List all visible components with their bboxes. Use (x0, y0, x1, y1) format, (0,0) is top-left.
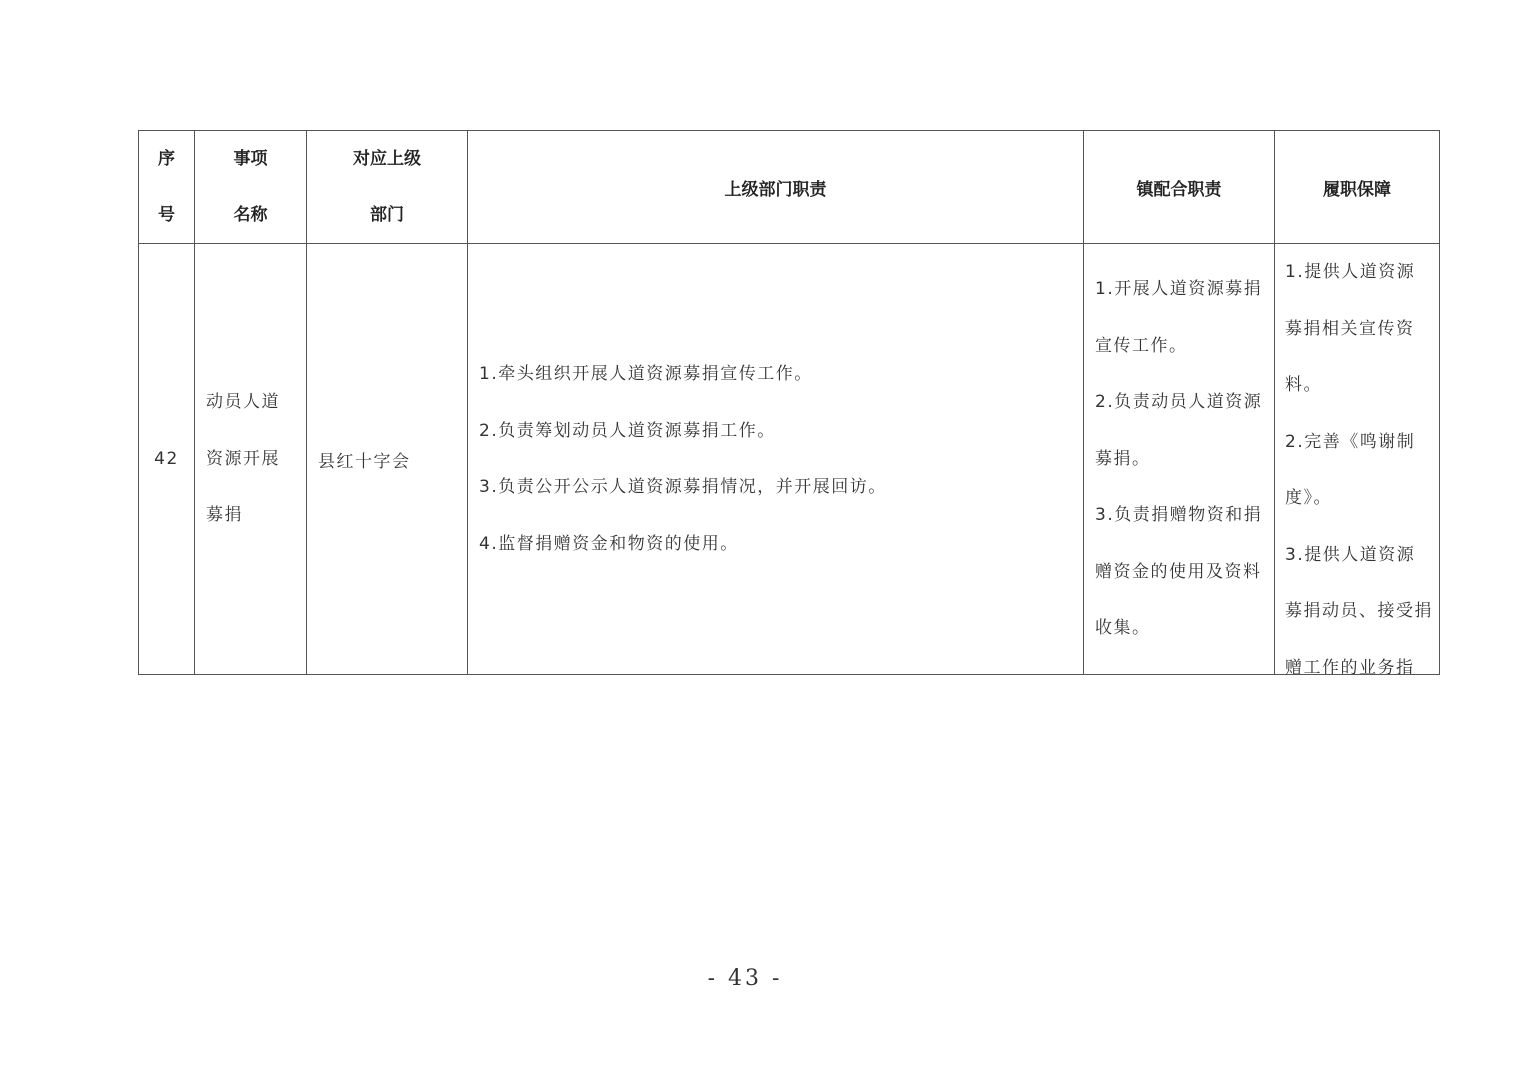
header-guarantee: 履职保障 (1275, 131, 1440, 244)
guarantee-line-8: 赠工作的业务指 (1285, 657, 1415, 675)
guarantee-line-3: 料。 (1285, 375, 1322, 395)
town-duty-line-2: 宣传工作。 (1095, 335, 1188, 356)
guarantee-line-5: 度》。 (1285, 488, 1332, 508)
superior-duty-item-2: 2.负责筹划动员人道资源募捐工作。 (479, 420, 776, 441)
header-superior-dept-line-2: 部门 (370, 205, 404, 225)
duty-table (138, 130, 1440, 675)
header-seq-line-2: 号 (158, 205, 175, 225)
town-duty-line-3: 2.负责动员人道资源 (1095, 392, 1263, 413)
row-guarantee (1275, 244, 1440, 675)
guarantee-line-2: 募捐相关宣传资 (1285, 318, 1415, 339)
town-duty-line-1: 1.开展人道资源募捐 (1095, 279, 1263, 300)
row-item-name-line-1: 动员人道 (206, 392, 280, 413)
guarantee-line-1: 1.提供人道资源 (1285, 262, 1416, 282)
header-seq-line-1: 序 (158, 149, 175, 169)
header-superior-dept (307, 131, 468, 244)
guarantee-line-4: 2.完善《鸣谢制 (1285, 431, 1416, 452)
town-duty-line-4: 募捐。 (1095, 448, 1151, 469)
row-item-name-line-2: 资源开展 (206, 448, 280, 469)
row-town-duties (1084, 244, 1275, 675)
row-superior-duties (468, 244, 1084, 675)
header-superior-dept-line-1: 对应上级 (353, 149, 421, 169)
town-duty-line-6: 赠资金的使用及资料 (1095, 561, 1262, 582)
table-row (139, 244, 1440, 675)
superior-duty-item-1: 1.牵头组织开展人道资源募捐宣传工作。 (479, 364, 813, 384)
row-item-name-line-3: 募捐 (206, 505, 243, 526)
header-superior-duties: 上级部门职责 (468, 131, 1084, 244)
guarantee-text (1285, 244, 1440, 675)
header-item-name (195, 131, 307, 244)
table-header-row (139, 131, 1440, 244)
header-seq (139, 131, 195, 244)
header-item-name-line-1: 事项 (233, 149, 268, 169)
row-superior-dept: 县红十字会 (307, 244, 468, 675)
header-town-duties: 镇配合职责 (1084, 131, 1275, 244)
row-item-name (195, 244, 307, 675)
superior-duty-item-3: 3.负责公开公示人道资源募捐情况，并开展回访。 (479, 477, 887, 497)
page-number: - 43 - (707, 966, 783, 991)
guarantee-line-7: 募捐动员、接受捐 (1285, 601, 1433, 621)
town-duty-line-7: 收集。 (1095, 618, 1151, 639)
town-duty-line-5: 3.负责捐赠物资和捐 (1095, 505, 1263, 526)
guarantee-line-6: 3.提供人道资源 (1285, 544, 1416, 565)
row-seq: 42 (139, 244, 195, 675)
header-item-name-line-2: 名称 (233, 205, 268, 225)
superior-duty-item-4: 4.监督捐赠资金和物资的使用。 (479, 533, 739, 554)
